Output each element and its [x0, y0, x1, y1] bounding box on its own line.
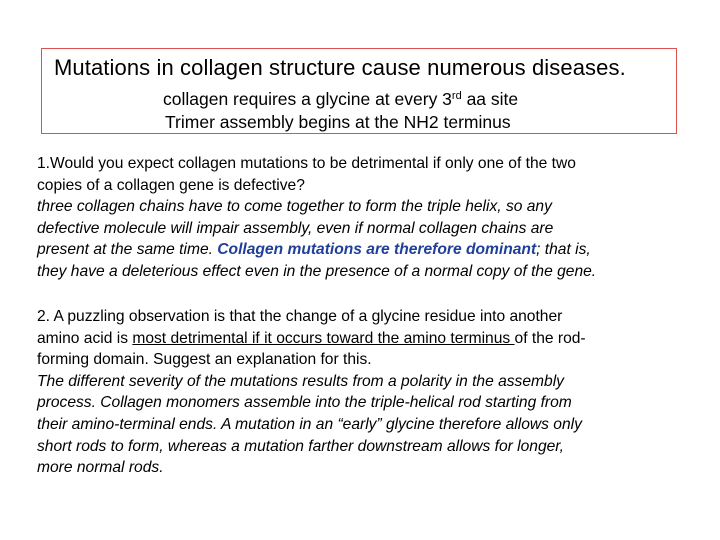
- amino-terminus-underline: most detrimental if it occurs toward the amino terminus: [132, 329, 515, 347]
- question-1-line-1: 1.Would you expect collagen mutations to be detrimental if only one of the two: [37, 155, 576, 172]
- question-2-line-1: 2. A puzzling observation is that the change of a glycine residue into another: [37, 308, 563, 325]
- question-2-line-3: forming domain. Suggest an explanation for this.: [37, 351, 372, 369]
- glycine-requirement-line: [163, 89, 518, 110]
- answer-2-line-5: more normal rods.: [37, 459, 164, 477]
- answer-1-line-4: they have a deleterious effect even in the presence of a normal copy of the gene.: [37, 262, 597, 280]
- ordinal-superscript: rd: [451, 90, 462, 102]
- question-1-line-2: copies of a collagen gene is defective?: [37, 176, 305, 194]
- aa-site-text: aa site: [461, 89, 519, 109]
- dominant-emphasis: Collagen mutations are therefore dominant: [217, 241, 537, 259]
- answer-1-line-3-post: ; that is,: [536, 241, 591, 259]
- question-2-line-2-pre: amino acid is: [37, 329, 133, 347]
- question-2-block: [37, 306, 687, 479]
- answer-1-line-2: defective molecule will impair assembly, even if normal collagen chains are: [37, 219, 554, 237]
- glycine-text: collagen requires a glycine at every 3: [163, 89, 452, 109]
- answer-1-line-3-pre: present at the same time.: [37, 241, 218, 259]
- answer-2-line-2: process. Collagen monomers assemble into the triple-helical rod starting from: [37, 394, 572, 412]
- question-1-block: [37, 153, 687, 283]
- answer-1-line-1: three collagen chains have to come together to form the triple helix, so any: [37, 198, 552, 216]
- answer-2-line-3: their amino-terminal ends. A mutation in an “early” glycine therefore allows only: [37, 415, 582, 433]
- answer-2-line-4: short rods to form, whereas a mutation farther downstream allows for longer,: [37, 437, 564, 455]
- title-box: [41, 48, 677, 134]
- trimer-assembly-line: Trimer assembly begins at the NH2 terminus: [165, 112, 511, 132]
- slide-title: Mutations in collagen structure cause numerous diseases.: [54, 55, 626, 80]
- answer-1-line-3: [37, 239, 687, 261]
- answer-2-line-1: The different severity of the mutations results from a polarity in the assembly: [37, 372, 564, 390]
- question-2-line-2: [37, 328, 687, 350]
- question-2-line-2-post: of the rod-: [514, 329, 586, 347]
